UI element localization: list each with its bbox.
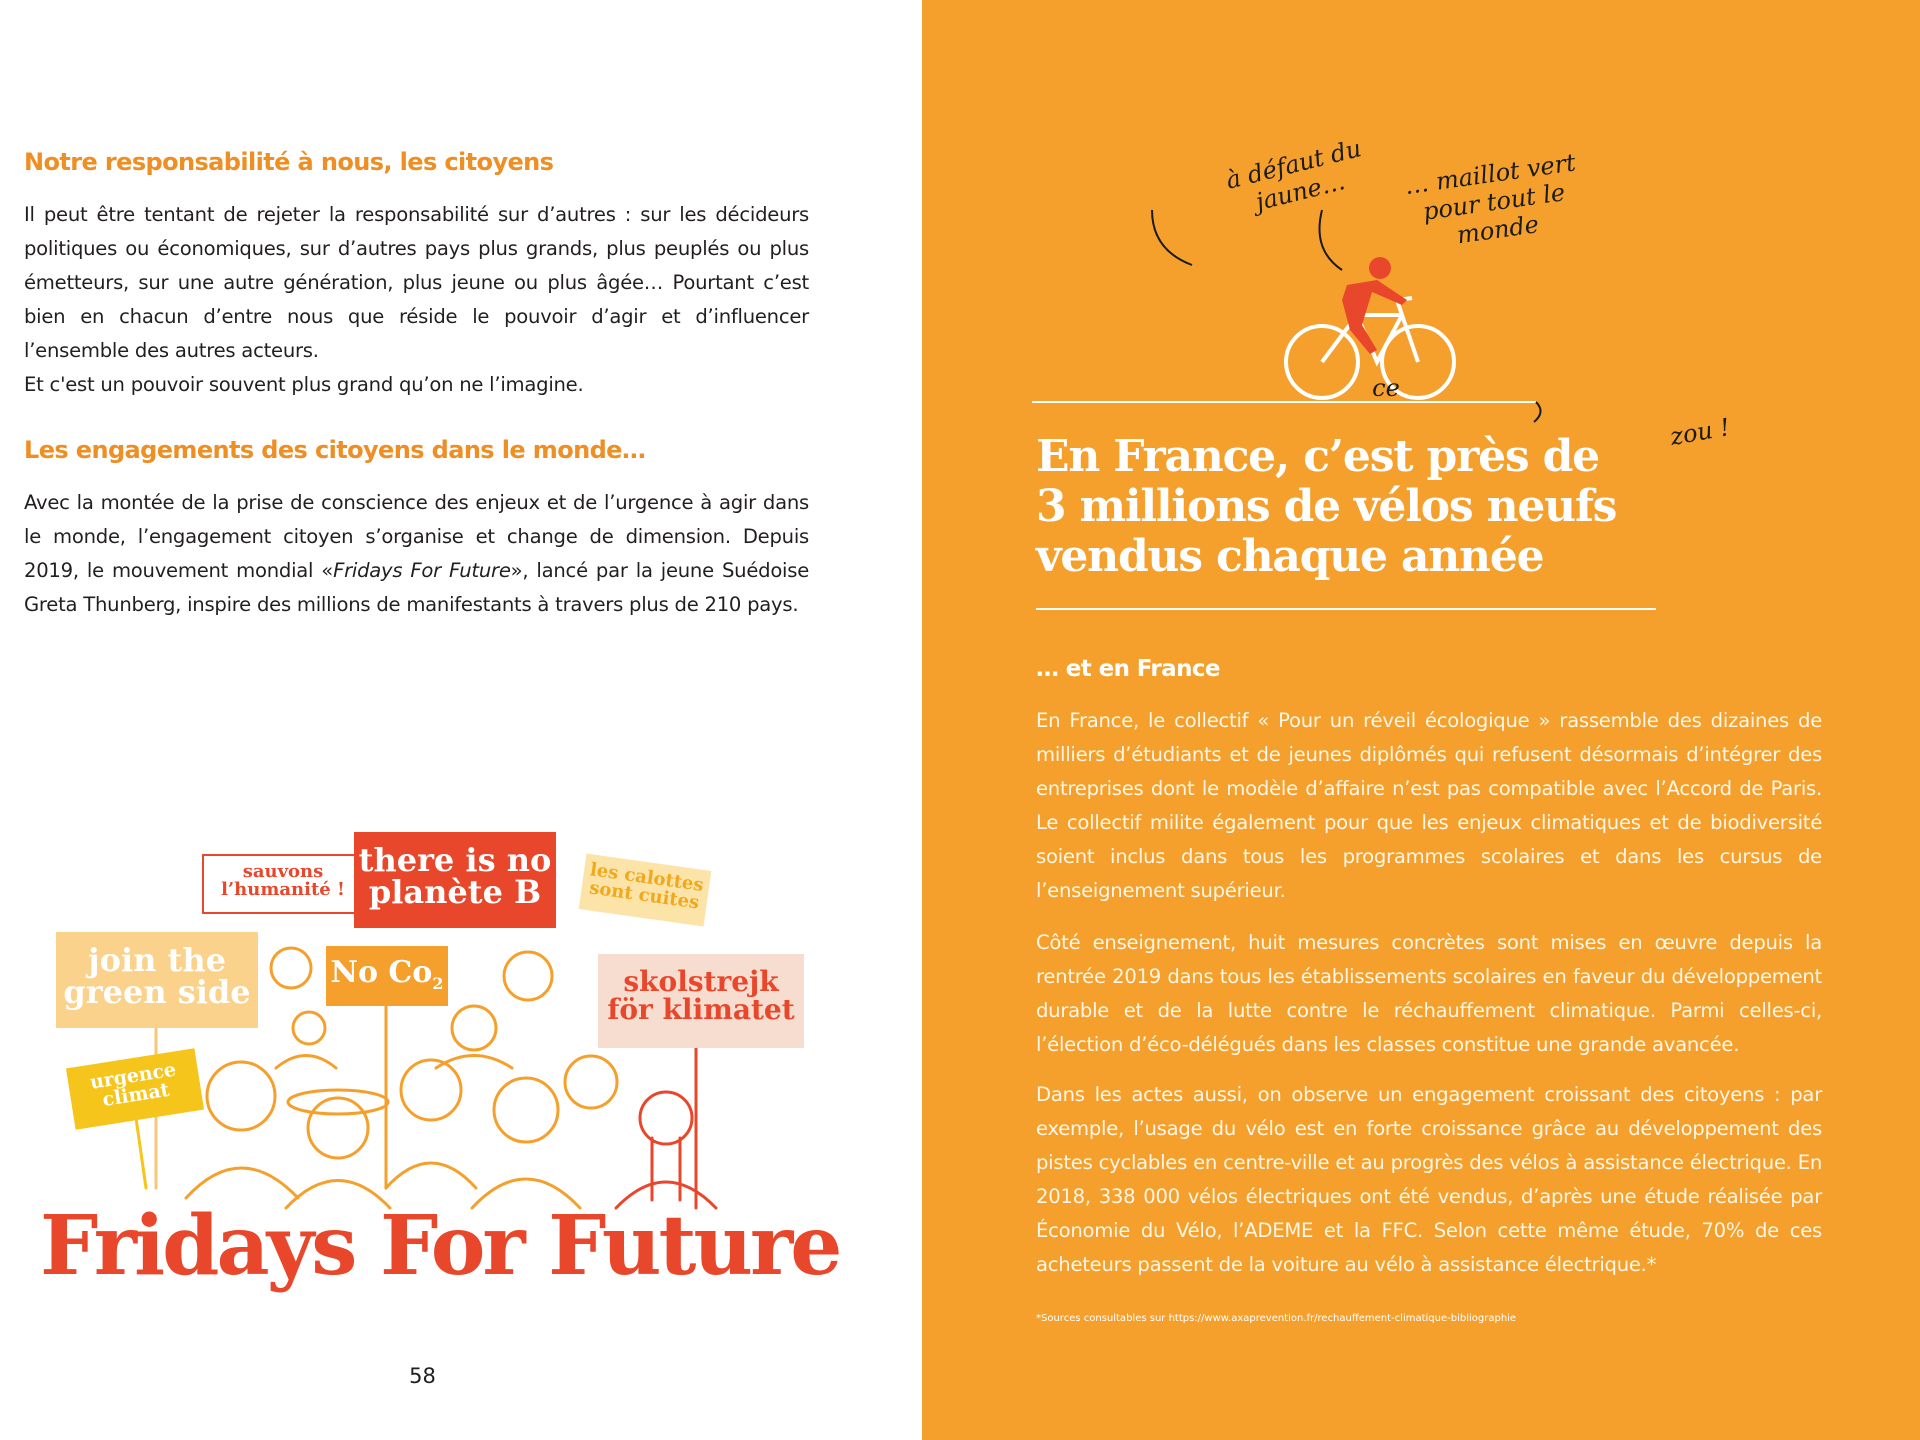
paragraph-responsabilite	[24, 198, 809, 402]
velo-title: En France, c’est près de 3 millions de vélos neufs vendus chaque année	[1036, 431, 1617, 582]
paragraph-enseignement: Côté enseignement, huit mesures concrètes sont mises en œuvre depuis la rentrée 2019 dans tous les établissements scolaires en faveur du développement durable et de la lutte contre le réchauffement climatique. Parmi celles-ci, l’élection d’éco-délégués dans les classes constitue une grande avancée.	[1036, 931, 1822, 1056]
sign-planete-b: there is no planète B	[354, 832, 556, 928]
protesters-illustration	[36, 828, 840, 1298]
paragraph-responsabilite-line-2: Et c'est un pouvoir souvent plus grand qu’on ne l’imagine.	[24, 373, 584, 396]
heading-engagements-monde: Les engagements des citoyens dans le monde…	[24, 436, 646, 464]
right-page	[922, 0, 1920, 1440]
paragraph-engagements-text	[24, 486, 809, 622]
page-number: 58	[409, 1364, 436, 1388]
heading-et-en-france: … et en France	[1036, 656, 1220, 682]
fridays-for-future-italic: Fridays For Future	[333, 559, 511, 582]
speech-bubble-icon	[1152, 210, 1192, 265]
cyclist-head	[1369, 257, 1391, 279]
title-divider	[1036, 608, 1656, 610]
handwriting-defaut-du-jaune: à défaut du jaune…	[1223, 134, 1365, 217]
paragraph-responsabilite-line-1: Il peut être tentant de rejeter la responsabilité sur d’autres : sur les décideurs politiques ou économiques, sur d’autres pays plus grands, plus peuplés ou plus émetteurs, sur une autre génération, plus jeune ou plus âgée… Pourtant c’est bien en chacun d’entre nous que réside le pouvoir d’agir et d’influencer l’ensemble des autres acteurs.	[24, 203, 809, 362]
fridays-for-future-title: Fridays For Future	[40, 1198, 840, 1294]
handwriting-maillot-vert: … maillot vert pour tout le monde	[1402, 148, 1578, 250]
left-page	[0, 0, 922, 1440]
sign-no-co2-text: No Co	[330, 955, 433, 990]
paragraph-part-1: Avec la montée de la prise de conscience des enjeux et de l’urgence à agir dans le monde, l’engagement citoyen s’organise et change de dimension. Depuis 2019, le mouvement mondial «	[24, 491, 809, 582]
paragraph-velo-electrique: Dans les actes aussi, on observe un engagement croissant des citoyens : par exemple, l’usage du vélo est en forte croissance grâce au développement des pistes cyclables en centre-ville et au progrès des vélos à assistance électrique. En 2018, 338 000 vélos électriques ont été vendus, d’après une étude réalisée par Économie du Vélo, l’ADEME et la FFC. Selon cette même étude, 70% de ces acheteurs passent de la voiture au vélo à assistance électrique.*	[1036, 1083, 1822, 1276]
footnote-sources: *Sources consultables sur https://www.axaprevention.fr/rechauffement-climatique-bibliographie	[1036, 1313, 1517, 1324]
sign-calottes-cuites: les calottes sont cuites	[579, 854, 712, 927]
handwriting-ce: ce	[1372, 374, 1400, 402]
sign-urgence-climat: urgence climat	[66, 1048, 204, 1130]
sign-green-side: join the green side	[56, 932, 258, 1028]
speech-bubble-icon-2	[1320, 210, 1343, 270]
sign-no-co2	[326, 946, 448, 1006]
heading-responsabilite: Notre responsabilité à nous, les citoyens	[24, 148, 554, 176]
handwriting-zou: zou !	[1668, 413, 1732, 451]
paragraph-reveil-ecologique: En France, le collectif « Pour un réveil écologique » rassemble des dizaines de milliers d’étudiants et de jeunes diplômés qui refusent désormais d’intégrer des entreprises dont le modèle d’affaire n’est pas compatible avec l’Accord de Paris. Le collectif milite également pour que les enjeux climatiques et de biodiversité soient inclus dans tous les programmes scolaires et dans les cursus de l’enseignement supérieur.	[1036, 709, 1822, 902]
paragraph-engagements-monde	[24, 486, 809, 622]
paragraph-part-2: », lancé par la jeune Suédoise Greta Thunberg, inspire des millions de manifestants à travers plus de 210 pays.	[24, 559, 810, 616]
sign-sauvons-humanite: sauvons l’humanité !	[202, 854, 364, 914]
sign-skolstrejk: skolstrejk för klimatet	[598, 954, 804, 1048]
sign-no-co2-subscript: 2	[432, 974, 444, 993]
